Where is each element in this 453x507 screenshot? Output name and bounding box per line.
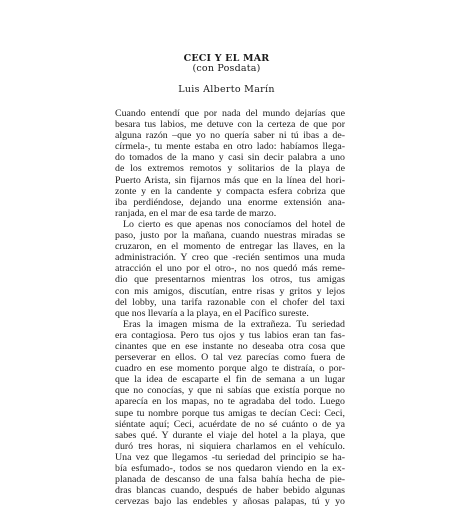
text-line: zonte y en la candente y compacta esfera cobriza que — [115, 185, 345, 197]
paragraph — [115, 219, 345, 319]
story-body — [115, 108, 345, 507]
text-line: de los extremos remotos y solitarios de la playa de — [115, 163, 345, 175]
text-line: alguna razón –que yo no quería saber ni tú ibas a de- — [115, 130, 345, 142]
document-title: CECI Y EL MAR — [183, 53, 270, 64]
text-line: aparecía en los mapas, no te agradaba del todo. Luego — [115, 396, 345, 408]
paragraph — [115, 108, 345, 219]
text-line: perseverar en ellos. O tal vez parecías como fuera de — [115, 352, 345, 364]
text-line: paso, justo por la mañana, cuando nuestras miradas se — [115, 230, 345, 242]
text-line: que nos llevaría a la playa, en el Pacífico sureste. — [115, 307, 309, 319]
text-line: era contagiosa. Pero tus ojos y tus labios eran tan fas- — [115, 329, 345, 341]
text-line: cervezas bajo las endebles y añosas palapas, tú y yo — [115, 496, 345, 507]
text-line: Eras la imagen misma de la extrañeza. Tu seriedad — [123, 318, 345, 330]
text-line: que no conocías, y que ni sabías que existía porque no — [115, 385, 345, 397]
text-line: duró tres horas, ni siquiera charlamos en el vehículo. — [115, 440, 345, 452]
text-line: administración. Y creo que -recién sentimos una muda — [115, 252, 345, 264]
text-line: besara tus labios, me detuve con la certeza de que por — [115, 119, 345, 131]
text-line: ranjada, en el mar de esa tarde de marzo. — [115, 207, 277, 219]
text-line: cuadro en ese momento porque algo te distraía, o por- — [115, 363, 345, 375]
text-line: siéntate aquí; Ceci, acuérdate de no sé cuánto o de ya — [115, 418, 345, 430]
text-line: bía esfumado-, todos se nos quedaron viendo en la ex- — [115, 463, 345, 474]
text-line: dras blancas cuando, después de haber bebido algunas — [115, 485, 345, 497]
text-line: con mis amigos, discutían, entre risas y gritos y lejos — [115, 285, 345, 297]
text-line: cinantes que en ese instante no deseaba otra cosa que — [115, 340, 345, 352]
text-line: do tomados de la mano y casi sin decir palabra a uno — [115, 152, 345, 164]
text-line: supe tu nombre porque tus amigas te decían Ceci: Ceci, — [115, 407, 345, 419]
text-line: del lobby, una tarifa razonable con el chofer del taxi — [115, 296, 345, 308]
text-line: Puerto Arista, sin fijarnos más que en la línea del hori- — [115, 174, 345, 186]
text-line: cruzaron, en el momento de entregar las llaves, en la — [115, 241, 345, 253]
author-name: Luis Alberto Marín — [178, 84, 275, 95]
text-line: Cuando entendí que por nada del mundo dejarías que — [115, 108, 345, 119]
text-line: atracción el uno por el otro-, no nos quedó más reme- — [115, 263, 345, 275]
text-line: dio que presentarnos mientras los otros, tus amigas — [115, 274, 345, 286]
text-line: Lo cierto es que apenas nos conocíamos del hotel de — [123, 218, 345, 230]
text-line: iba perdiéndose, dejando una enorme extensión ana- — [115, 196, 345, 208]
paragraph — [115, 319, 345, 507]
document-subtitle: (con Posdata) — [192, 63, 261, 74]
text-line: que la idea de escaparte el fin de semana a un lugar — [115, 374, 345, 386]
text-line: planada de descanso de una falsa bahía hecha de pie- — [115, 474, 345, 486]
text-line: círmela-, tu mente estaba en otro lado: habíamos llega- — [115, 141, 345, 153]
text-line: sabes qué. Y durante el viaje del hotel a la playa, que — [115, 429, 345, 441]
text-line: Una vez que llegamos -tu seriedad del principio se ha- — [115, 451, 345, 463]
